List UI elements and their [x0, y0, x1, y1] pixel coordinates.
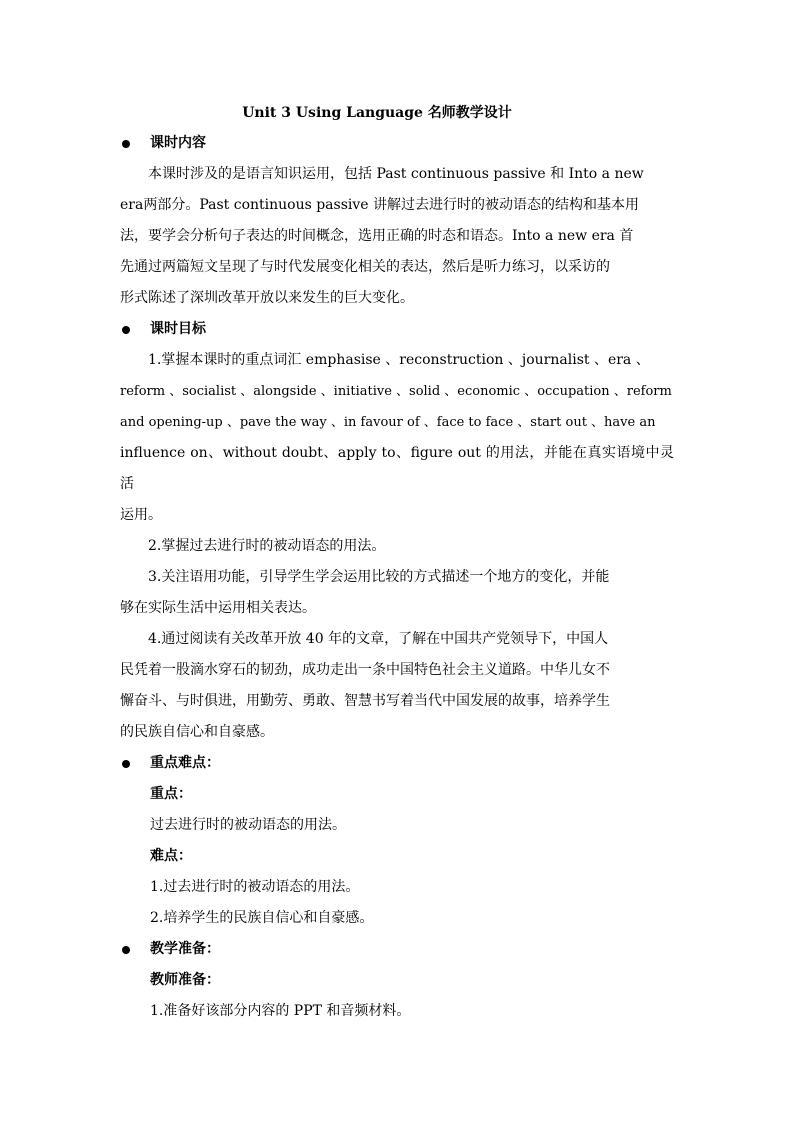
objective-item-2: 2.掌握过去进行时的被动语态的用法。: [148, 538, 386, 554]
document-title: Unit 3 Using Language 名师教学设计: [242, 105, 512, 121]
bullet-icon: [122, 326, 130, 334]
content-paragraph: 本课时涉及的是语言知识运用，包括 Past continuous passive 和 Into a new era两部分。Past continuous passive 讲解过去进行时的被动语态的结构和基本用 法，要学会分析句子表达的时间概念，选用正确的时态和语态。Into a new era 首 先通过两篇短文呈现了与时代发展变化相关的表达，然后是听力练习，以采访的 形式陈述了深圳改革开放以来发生的巨大变化。: [120, 166, 644, 306]
objective-item-3: 3.关注语用功能，引导学生学会运用比较的方式描述一个地方的变化，并能 够在实际生活中运用相关表达。: [120, 569, 610, 616]
focus-text: 过去进行时的被动语态的用法。: [150, 817, 346, 833]
section-heading-key-points: 重点难点：: [120, 748, 674, 779]
section-heading-content: 课时内容: [120, 128, 674, 159]
teacher-prep-label: 教师准备：: [150, 972, 220, 988]
bullet-icon: [122, 946, 130, 954]
bullet-icon: [122, 140, 130, 148]
document-body: [120, 98, 674, 1027]
section-heading-objectives: 课时目标: [120, 314, 674, 345]
objective-item-4: 4.通过阅读有关改革开放 40 年的文章，了解在中国共产党领导下，中国人 民凭着一股滴水穿石的韧劲，成功走出一条中国特色社会主义道路。中华儿女不 懈奋斗、与时俱进，用勤劳、勇敢、智慧书写着当代中国发展的故事，培养学生 的民族自信心和自豪感。: [120, 631, 610, 740]
objective-item-1: 1.掌握本课时的重点词汇 emphasise 、reconstruction 、journalist 、era 、 reform 、socialist 、alongside 、initiative 、solid 、economic 、occupation 、reform and opening-up 、pave the way 、in favour of 、face to face 、start out 、have an influence on、without doubt、apply to、figure out 的用法，并能在真实语境中灵活 运用。: [120, 352, 674, 523]
difficulty-item-1: 1.过去进行时的被动语态的用法。: [150, 879, 360, 895]
bullet-icon: [122, 760, 130, 768]
difficulty-label: 难点：: [150, 848, 192, 864]
teacher-prep-item-1: 1.准备好该部分内容的 PPT 和音频材料。: [150, 1003, 411, 1019]
focus-label: 重点：: [150, 786, 192, 802]
section-heading-preparation: 教学准备：: [120, 934, 674, 965]
difficulty-item-2: 2.培养学生的民族自信心和自豪感。: [150, 910, 374, 926]
